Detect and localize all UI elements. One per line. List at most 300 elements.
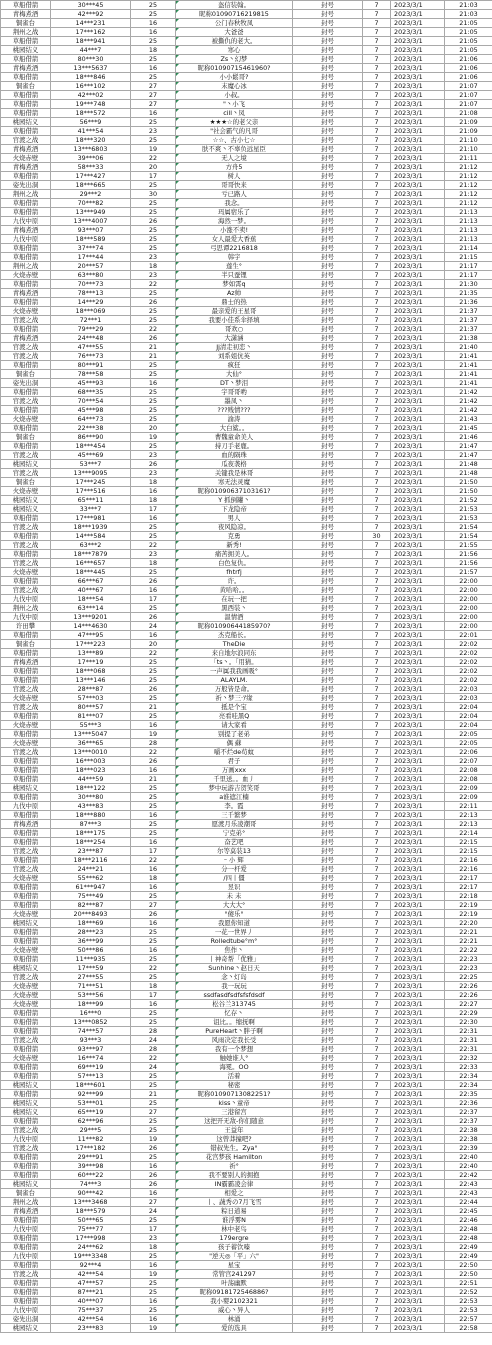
cell-action: 封号	[293, 460, 363, 469]
table-row	[1, 910, 492, 919]
cell-date: 2023/3/1	[391, 46, 445, 55]
cell-level: 17	[131, 991, 176, 1000]
cell-time: 21:47	[445, 442, 492, 451]
cell-date: 2023/3/1	[391, 1171, 445, 1180]
cell-duration-days: 7	[363, 775, 391, 784]
cell-action: 封号	[293, 874, 363, 883]
cell-server: 草船借箭	[1, 298, 51, 307]
cell-nickname: 星宝	[176, 1261, 293, 1270]
cell-time: 22:08	[445, 766, 492, 775]
table-row	[1, 1144, 492, 1153]
cell-server: 官渡之战	[1, 1036, 51, 1045]
cell-level: 25	[131, 568, 176, 577]
cell-account: 78***58	[51, 370, 131, 379]
table-row	[1, 163, 492, 172]
cell-nickname: ???贱情???	[176, 406, 293, 415]
cell-nickname: 李。霞	[176, 802, 293, 811]
cell-date: 2023/3/1	[391, 1180, 445, 1189]
table-row	[1, 1162, 492, 1171]
cell-time: 22:16	[445, 856, 492, 865]
cell-action: 封号	[293, 181, 363, 190]
cell-date: 2023/3/1	[391, 613, 445, 622]
cell-server: 火烧赤壁	[1, 568, 51, 577]
cell-level: 25	[131, 415, 176, 424]
table-row	[1, 316, 492, 325]
cell-level: 25	[131, 793, 176, 802]
cell-action: 封号	[293, 694, 363, 703]
cell-action: 封号	[293, 1189, 363, 1198]
cell-server: 桃园结义	[1, 1324, 51, 1333]
cell-server: 火烧赤壁	[1, 1000, 51, 1009]
cell-time: 21:17	[445, 271, 492, 280]
cell-account: 18***880	[51, 811, 131, 820]
cell-date: 2023/3/1	[391, 136, 445, 145]
cell-level: 16	[131, 1297, 176, 1306]
cell-action: 封号	[293, 28, 363, 37]
cell-server: 官渡之战	[1, 586, 51, 595]
cell-action: 封号	[293, 1315, 363, 1324]
cell-server: 草船借箭	[1, 280, 51, 289]
cell-duration-days: 7	[363, 739, 391, 748]
cell-server: 九伐中原	[1, 613, 51, 622]
cell-server: 草船借箭	[1, 811, 51, 820]
cell-level: 25	[131, 226, 176, 235]
cell-account: 18***99	[51, 1000, 131, 1009]
cell-server: 荆州之战	[1, 28, 51, 37]
cell-nickname: ALAYLM.	[176, 676, 293, 685]
cell-duration-days: 7	[363, 298, 391, 307]
cell-action: 封号	[293, 424, 363, 433]
cell-time: 21:42	[445, 406, 492, 415]
cell-date: 2023/3/1	[391, 901, 445, 910]
cell-duration-days: 7	[363, 1207, 391, 1216]
cell-nickname: 昵称01090715461960?	[176, 64, 293, 73]
cell-account: 18***941	[51, 37, 131, 46]
cell-level: 26	[131, 910, 176, 919]
cell-nickname: 昵称01090644185970?	[176, 622, 293, 631]
cell-duration-days: 7	[363, 118, 391, 127]
cell-duration-days: 7	[363, 1144, 391, 1153]
cell-time: 22:51	[445, 1279, 492, 1288]
cell-action: 封号	[293, 1135, 363, 1144]
cell-account: 24***48	[51, 334, 131, 343]
cell-level: 19	[131, 1135, 176, 1144]
cell-duration-days: 7	[363, 550, 391, 559]
cell-nickname: 偶 蘇	[176, 739, 293, 748]
table-row	[1, 1063, 492, 1072]
cell-action: 封号	[293, 352, 363, 361]
cell-level: 21	[131, 775, 176, 784]
cell-action: 封号	[293, 1261, 363, 1270]
cell-duration-days: 7	[363, 919, 391, 928]
cell-account: 37***74	[51, 244, 131, 253]
table-row	[1, 1189, 492, 1198]
cell-action: 封号	[293, 289, 363, 298]
cell-level: 25	[131, 199, 176, 208]
cell-server: 荆州之战	[1, 604, 51, 613]
cell-date: 2023/3/1	[391, 802, 445, 811]
table-row	[1, 946, 492, 955]
cell-action: 封号	[293, 622, 363, 631]
cell-action: 封号	[293, 1180, 363, 1189]
cell-date: 2023/3/1	[391, 82, 445, 91]
cell-account: 24***62	[51, 1243, 131, 1252]
table-row	[1, 658, 492, 667]
cell-account: 58***33	[51, 163, 131, 172]
cell-time: 21:50	[445, 487, 492, 496]
cell-time: 21:41	[445, 352, 492, 361]
cell-level: 21	[131, 343, 176, 352]
cell-action: 封号	[293, 811, 363, 820]
cell-time: 22:31	[445, 1027, 492, 1036]
cell-date: 2023/3/1	[391, 334, 445, 343]
cell-action: 封号	[293, 739, 363, 748]
cell-server: 草船借箭	[1, 928, 51, 937]
cell-date: 2023/3/1	[391, 460, 445, 469]
cell-server: 官渡之战	[1, 316, 51, 325]
cell-nickname: 我一玩玩	[176, 982, 293, 991]
table-row	[1, 865, 492, 874]
cell-duration-days: 7	[363, 451, 391, 460]
cell-time: 21:48	[445, 460, 492, 469]
cell-duration-days: 7	[363, 37, 391, 46]
cell-nickname: 温情酒	[176, 613, 293, 622]
cell-level: 26	[131, 298, 176, 307]
cell-action: 封号	[293, 757, 363, 766]
cell-time: 21:42	[445, 388, 492, 397]
cell-level: 16	[131, 883, 176, 892]
cell-date: 2023/3/1	[391, 847, 445, 856]
cell-duration-days: 7	[363, 982, 391, 991]
cell-level: 25	[131, 667, 176, 676]
cell-account: 30***80	[51, 793, 131, 802]
cell-time: 22:43	[445, 1180, 492, 1189]
cell-level: 16	[131, 1189, 176, 1198]
cell-time: 22:23	[445, 955, 492, 964]
cell-nickname: 亮看哇黑Q	[176, 712, 293, 721]
cell-nickname: 请大家看	[176, 721, 293, 730]
cell-date: 2023/3/1	[391, 856, 445, 865]
cell-date: 2023/3/1	[391, 1306, 445, 1315]
cell-account: 39***06	[51, 154, 131, 163]
cell-action: 封号	[293, 847, 363, 856]
cell-nickname: 这曾莽撞吧?	[176, 1135, 293, 1144]
cell-date: 2023/3/1	[391, 316, 445, 325]
cell-account: 60***22	[51, 1171, 131, 1180]
cell-nickname: 宁克弟°	[176, 829, 293, 838]
cell-duration-days: 7	[363, 334, 391, 343]
table-row	[1, 199, 492, 208]
cell-date: 2023/3/1	[391, 1153, 445, 1162]
cell-level: 20	[131, 424, 176, 433]
cell-action: 封号	[293, 91, 363, 100]
table-row	[1, 1261, 492, 1270]
cell-time: 22:29	[445, 1009, 492, 1018]
cell-duration-days: 7	[363, 226, 391, 235]
cell-duration-days: 7	[363, 487, 391, 496]
table-row	[1, 181, 492, 190]
table-row	[1, 496, 492, 505]
cell-account: 18***454	[51, 442, 131, 451]
cell-nickname: 小叔。	[176, 91, 293, 100]
cell-time: 21:41	[445, 379, 492, 388]
cell-duration-days: 7	[363, 883, 391, 892]
cell-action: 封号	[293, 1216, 363, 1225]
table-row	[1, 136, 492, 145]
cell-time: 22:01	[445, 631, 492, 640]
cell-account: 17***981	[51, 514, 131, 523]
cell-time: 22:00	[445, 622, 492, 631]
cell-time: 22:04	[445, 721, 492, 730]
cell-account: 64***73	[51, 415, 131, 424]
cell-level: 25	[131, 136, 176, 145]
cell-server: 官渡之战	[1, 343, 51, 352]
cell-action: 封号	[293, 1225, 363, 1234]
cell-duration-days: 7	[363, 505, 391, 514]
cell-nickname: 杰克船长。	[176, 631, 293, 640]
cell-nickname: 寒心	[176, 46, 293, 55]
cell-level: 22	[131, 649, 176, 658]
cell-duration-days: 7	[363, 1135, 391, 1144]
table-row	[1, 937, 492, 946]
cell-nickname: 半只蚕锂	[176, 271, 293, 280]
cell-duration-days: 7	[363, 784, 391, 793]
cell-time: 21:07	[445, 100, 492, 109]
cell-server: 草船借箭	[1, 406, 51, 415]
cell-server: 草船借箭	[1, 244, 51, 253]
cell-level: 16	[131, 1315, 176, 1324]
cell-date: 2023/3/1	[391, 757, 445, 766]
cell-action: 封号	[293, 487, 363, 496]
cell-nickname: 祈°	[176, 1162, 293, 1171]
cell-date: 2023/3/1	[391, 361, 445, 370]
cell-duration-days: 7	[363, 1198, 391, 1207]
cell-account: 13***9095	[51, 469, 131, 478]
cell-action: 封号	[293, 523, 363, 532]
cell-date: 2023/3/1	[391, 739, 445, 748]
cell-duration-days: 7	[363, 244, 391, 253]
table-row	[1, 406, 492, 415]
cell-account: 61***947	[51, 883, 131, 892]
cell-account: 11***82	[51, 1135, 131, 1144]
cell-nickname: ★★★☆的老父亲	[176, 118, 293, 127]
cell-action: 封号	[293, 1, 363, 10]
cell-level: 17	[131, 847, 176, 856]
cell-account: 17***19	[51, 658, 131, 667]
cell-action: 封号	[293, 1297, 363, 1306]
cell-account: 19***748	[51, 100, 131, 109]
cell-action: 封号	[293, 154, 363, 163]
cell-duration-days: 7	[363, 100, 391, 109]
cell-server: 火烧赤壁	[1, 946, 51, 955]
cell-duration-days: 7	[363, 514, 391, 523]
cell-duration-days: 7	[363, 1117, 391, 1126]
cell-level: 26	[131, 577, 176, 586]
cell-server: 草船借箭	[1, 892, 51, 901]
cell-nickname: 哥欢○	[176, 325, 293, 334]
cell-account: 79***29	[51, 325, 131, 334]
cell-level: 16	[131, 586, 176, 595]
cell-time: 21:56	[445, 559, 492, 568]
cell-time: 21:05	[445, 19, 492, 28]
cell-account: 13***9201	[51, 613, 131, 622]
cell-action: 封号	[293, 1279, 363, 1288]
cell-duration-days: 7	[363, 199, 391, 208]
cell-action: 封号	[293, 577, 363, 586]
cell-action: 封号	[293, 946, 363, 955]
cell-date: 2023/3/1	[391, 244, 445, 253]
cell-action: 封号	[293, 1207, 363, 1216]
cell-nickname: 肤不爽丶不辜负远星臣	[176, 145, 293, 154]
cell-action: 封号	[293, 955, 363, 964]
cell-account: 93***07	[51, 226, 131, 235]
cell-level: 23	[131, 271, 176, 280]
cell-action: 封号	[293, 109, 363, 118]
cell-nickname: 鼎士的热	[176, 298, 293, 307]
cell-time: 21:08	[445, 109, 492, 118]
cell-account: 13***5047	[51, 730, 131, 739]
table-row	[1, 451, 492, 460]
cell-action: 封号	[293, 820, 363, 829]
cell-nickname: 新秀!	[176, 541, 293, 550]
cell-level: 25	[131, 235, 176, 244]
cell-server: 官渡之战	[1, 1270, 51, 1279]
table-row	[1, 523, 492, 532]
cell-date: 2023/3/1	[391, 712, 445, 721]
cell-level: 25	[131, 1081, 176, 1090]
cell-duration-days: 7	[363, 901, 391, 910]
cell-action: 封号	[293, 1108, 363, 1117]
cell-server: 草船借箭	[1, 766, 51, 775]
cell-duration-days: 7	[363, 1036, 391, 1045]
cell-server: 桃园结义	[1, 505, 51, 514]
cell-date: 2023/3/1	[391, 1198, 445, 1207]
cell-duration-days: 7	[363, 469, 391, 478]
cell-action: 封号	[293, 1144, 363, 1153]
cell-time: 21:55	[445, 541, 492, 550]
cell-duration-days: 7	[363, 766, 391, 775]
cell-level: 16	[131, 811, 176, 820]
cell-nickname: 叶荡幽默	[176, 1279, 293, 1288]
cell-server: 草船借箭	[1, 1153, 51, 1162]
cell-nickname: 谁浮雾N	[176, 1216, 293, 1225]
cell-level: 24	[131, 1207, 176, 1216]
cell-nickname: 未 未	[176, 892, 293, 901]
cell-nickname: 夜风隐凉。	[176, 523, 293, 532]
cell-nickname: ᵕ 小 辉	[176, 856, 293, 865]
cell-duration-days: 7	[363, 991, 391, 1000]
cell-action: 封号	[293, 406, 363, 415]
cell-time: 21:12	[445, 172, 492, 181]
cell-account: 36***99	[51, 937, 131, 946]
cell-level: 25	[131, 1009, 176, 1018]
cell-account: 86***90	[51, 433, 131, 442]
cell-action: 封号	[293, 199, 363, 208]
cell-level: 19	[131, 730, 176, 739]
cell-date: 2023/3/1	[391, 1081, 445, 1090]
cell-level: 25	[131, 361, 176, 370]
cell-level: 26	[131, 460, 176, 469]
cell-server: 桃园结义	[1, 46, 51, 55]
cell-duration-days: 7	[363, 640, 391, 649]
cell-duration-days: 7	[363, 892, 391, 901]
table-row	[1, 676, 492, 685]
cell-account: 18***122	[51, 784, 131, 793]
table-row	[1, 766, 492, 775]
cell-level: 16	[131, 721, 176, 730]
cell-nickname: 念丶灯岛	[176, 973, 293, 982]
cell-action: 封号	[293, 613, 363, 622]
cell-time: 21:06	[445, 55, 492, 64]
cell-nickname: 刘系姐伉英	[176, 352, 293, 361]
cell-server: 官渡之战	[1, 1144, 51, 1153]
cell-level: 25	[131, 604, 176, 613]
cell-nickname: 愿渡月乐凌潮哥	[176, 820, 293, 829]
table-row	[1, 1090, 492, 1099]
cell-date: 2023/3/1	[391, 478, 445, 487]
cell-nickname: 男人	[176, 514, 293, 523]
cell-server: 草船借箭	[1, 1063, 51, 1072]
cell-server: 草船借箭	[1, 883, 51, 892]
table-row	[1, 541, 492, 550]
cell-server: 草船借箭	[1, 712, 51, 721]
cell-time: 22:40	[445, 1153, 492, 1162]
cell-server: 草船借箭	[1, 901, 51, 910]
cell-nickname: 秘密	[176, 1081, 293, 1090]
cell-date: 2023/3/1	[391, 937, 445, 946]
table-row	[1, 1171, 492, 1180]
cell-nickname: 小涨不卖!	[176, 226, 293, 235]
table-row	[1, 370, 492, 379]
cell-action: 封号	[293, 217, 363, 226]
cell-level: 25	[131, 1126, 176, 1135]
cell-time: 21:12	[445, 163, 492, 172]
cell-account: 17***223	[51, 640, 131, 649]
cell-nickname: 女人最爱大香蕉	[176, 235, 293, 244]
cell-time: 21:05	[445, 46, 492, 55]
cell-time: 22:27	[445, 1000, 492, 1009]
cell-level: 25	[131, 1252, 176, 1261]
cell-date: 2023/3/1	[391, 577, 445, 586]
cell-duration-days: 7	[363, 109, 391, 118]
cell-nickname: cill丶凤	[176, 109, 293, 118]
cell-account: 39***98	[51, 1162, 131, 1171]
cell-server: 青梅煮酒	[1, 163, 51, 172]
table-row	[1, 46, 492, 55]
cell-duration-days: 7	[363, 460, 391, 469]
cell-duration-days: 7	[363, 613, 391, 622]
cell-date: 2023/3/1	[391, 37, 445, 46]
cell-nickname: 公门春秋牧凤	[176, 19, 293, 28]
cell-time: 22:09	[445, 793, 492, 802]
cell-nickname: 在玩一把	[176, 595, 293, 604]
cell-duration-days: 7	[363, 442, 391, 451]
cell-nickname: 昵称01090713082251?	[176, 1090, 293, 1099]
table-row	[1, 208, 492, 217]
cell-level: 25	[131, 406, 176, 415]
cell-date: 2023/3/1	[391, 163, 445, 172]
cell-date: 2023/3/1	[391, 1072, 445, 1081]
cell-time: 22:00	[445, 604, 492, 613]
cell-account: 72***1	[51, 316, 131, 325]
table-row	[1, 73, 492, 82]
cell-duration-days: 7	[363, 1045, 391, 1054]
cell-nickname: "社会霸气的凡哥	[176, 127, 293, 136]
cell-server: 草船借箭	[1, 1090, 51, 1099]
cell-time: 21:45	[445, 424, 492, 433]
cell-account: 19***3348	[51, 1252, 131, 1261]
cell-account: 17***516	[51, 487, 131, 496]
